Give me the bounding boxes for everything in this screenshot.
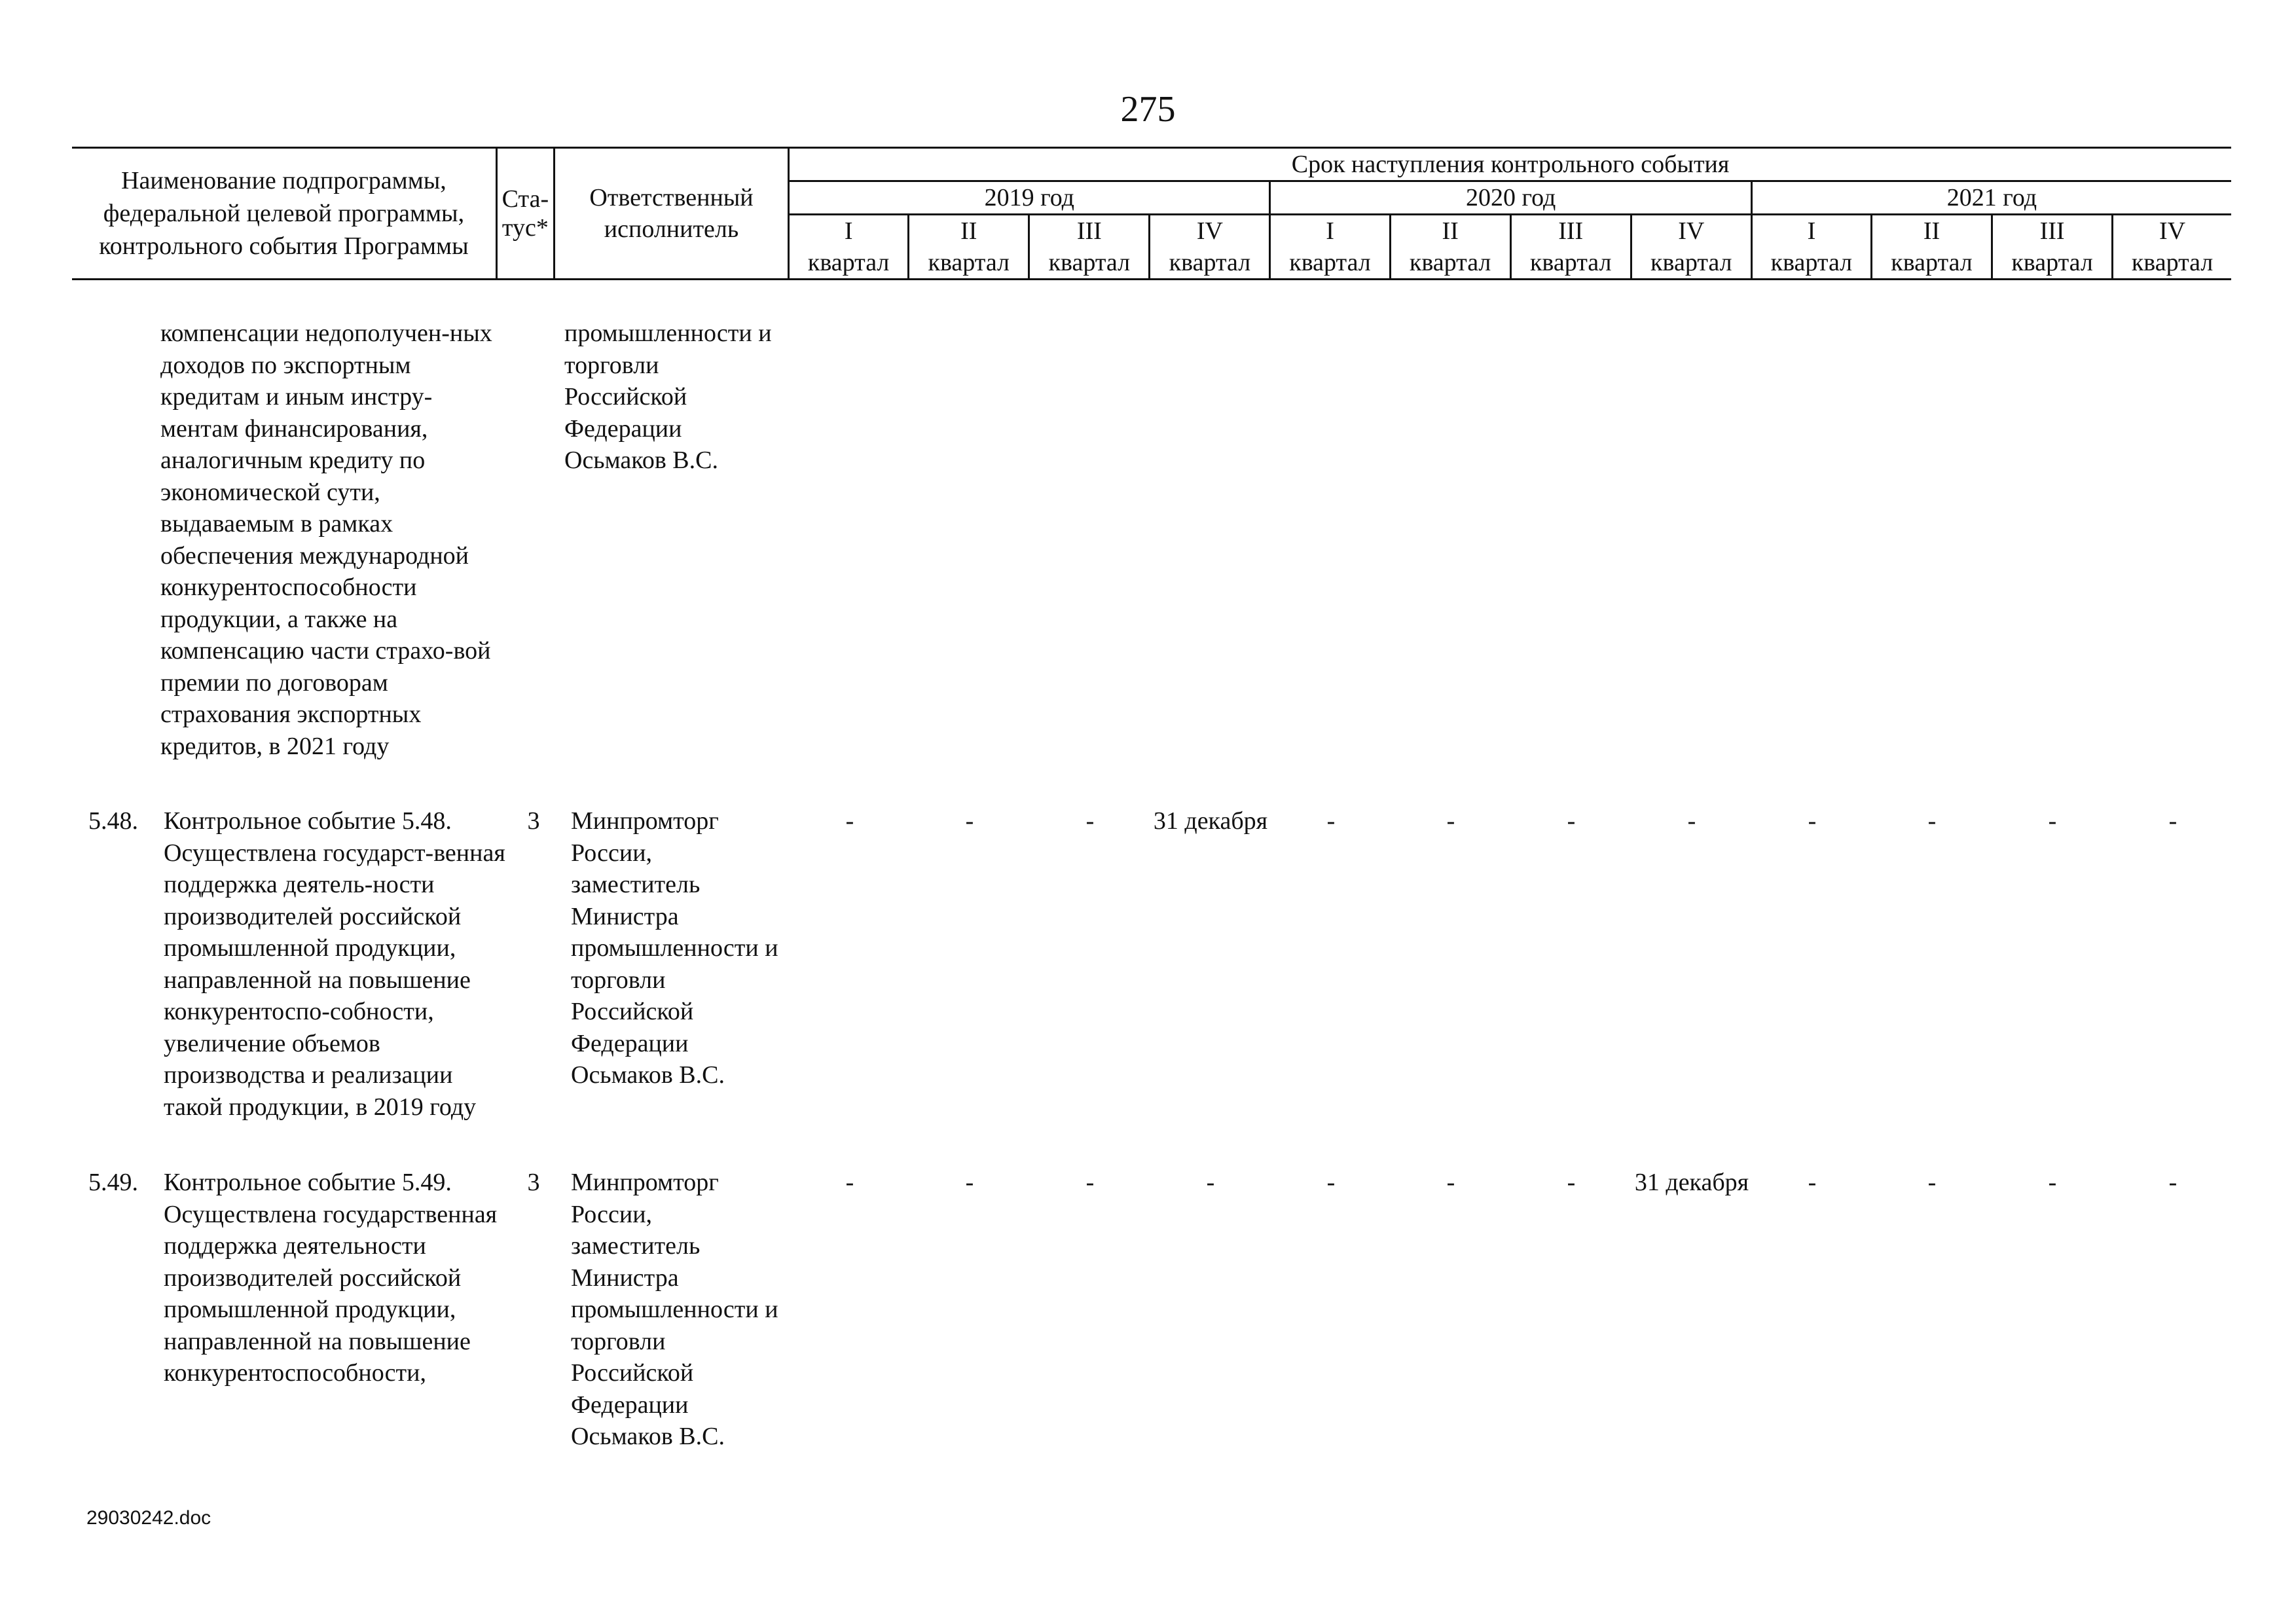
header-quarter-numeral: III <box>1510 215 1631 247</box>
header-quarter-numeral: I <box>1270 215 1390 247</box>
quarter-cell: - <box>845 807 854 835</box>
header-quarter-numeral: III <box>1029 215 1150 247</box>
quarter-cell: - <box>2048 1169 2057 1196</box>
header-quarter-word: квартал <box>1751 247 1871 280</box>
row-number: 5.48. <box>88 807 138 835</box>
header-quarter-word: квартал <box>1150 247 1270 280</box>
quarter-cell: - <box>1326 807 1336 835</box>
header-quarter-word: квартал <box>1871 247 1992 280</box>
quarter-cell: - <box>1446 807 1455 835</box>
page-number: 275 <box>1120 89 1176 130</box>
header-quarter-word: квартал <box>1029 247 1150 280</box>
header-quarter-word: квартал <box>1992 247 2113 280</box>
quarter-cell: 31 декабря <box>1634 1169 1749 1196</box>
header-year: 2021 год <box>1751 181 2231 215</box>
header-quarter-word: квартал <box>1510 247 1631 280</box>
quarter-cell: - <box>1446 1169 1455 1196</box>
quarter-cell: 31 декабря <box>1153 807 1268 835</box>
document-code: 29030242.doc <box>86 1507 211 1529</box>
event-name: Контрольное событие 5.48. Осуществлена государст-венная поддержка деятель-ности производителей российской промышленной продукции, направленной на повышение конкурентоспо-собности, увеличение объемов производства и реализации такой продукции, в 2019 году <box>164 807 505 1121</box>
quarter-cell: - <box>1326 1169 1336 1196</box>
table-header <box>72 147 2231 280</box>
event-name: Контрольное событие 5.49. Осуществлена государственная поддержка деятельности производителей российской промышленной продукции, направленной на повышение конкурентоспособности, <box>164 1169 498 1387</box>
quarter-cell: - <box>1206 1169 1215 1196</box>
header-year: 2019 год <box>789 181 1270 215</box>
header-name: Наименование подпрограммы, федеральной целевой программы, контрольного события Программы <box>72 148 496 280</box>
quarter-cell: - <box>1567 807 1576 835</box>
quarter-cell: - <box>1687 807 1696 835</box>
quarter-cell: - <box>2048 807 2057 835</box>
quarter-cell: - <box>1085 1169 1095 1196</box>
quarter-cell: - <box>2168 807 2178 835</box>
header-executor: Ответственный исполнитель <box>554 148 788 280</box>
header-quarter-numeral: I <box>789 215 909 247</box>
quarter-cell: - <box>965 1169 974 1196</box>
quarter-cell: - <box>1927 1169 1937 1196</box>
header-quarter-word: квартал <box>2113 247 2231 280</box>
event-status: 3 <box>527 807 540 835</box>
quarter-cell: - <box>965 807 974 835</box>
header-quarter-word: квартал <box>789 247 909 280</box>
row-number: 5.49. <box>88 1169 138 1196</box>
header-quarter-numeral: IV <box>2113 215 2231 247</box>
header-quarter-numeral: IV <box>1150 215 1270 247</box>
continued-executor: промышленности и торговли Российской Федерации Осьмаков В.С. <box>564 319 772 474</box>
header-status: Ста-тус* <box>496 148 554 280</box>
header-quarter-numeral: III <box>1992 215 2113 247</box>
quarter-cell: - <box>845 1169 854 1196</box>
header-quarter-numeral: II <box>909 215 1029 247</box>
header-quarter-word: квартал <box>1270 247 1390 280</box>
event-status: 3 <box>527 1169 540 1196</box>
header-year: 2020 год <box>1270 181 1751 215</box>
header-quarter-numeral: II <box>1390 215 1510 247</box>
event-executor: Минпромторг России, заместитель Министра промышленности и торговли Российской Федерации Осьмаков В.С. <box>571 1169 778 1450</box>
quarter-cell: - <box>1808 1169 1817 1196</box>
header-quarter-numeral: II <box>1871 215 1992 247</box>
quarter-cell: - <box>1808 807 1817 835</box>
quarter-cell: - <box>1085 807 1095 835</box>
header-quarter-numeral: IV <box>1631 215 1751 247</box>
header-quarter-word: квартал <box>909 247 1029 280</box>
quarter-cell: - <box>2168 1169 2178 1196</box>
header-quarter-numeral: I <box>1751 215 1871 247</box>
header-quarter-word: квартал <box>1631 247 1751 280</box>
header-quarter-word: квартал <box>1390 247 1510 280</box>
quarter-cell: - <box>1567 1169 1576 1196</box>
continued-event-name: компенсации недополучен-ных доходов по экспортным кредитам и иным инстру-ментам финансирования, аналогичным кредиту по экономической сути, выдаваемым в рамках обеспечения международной конкурентоспособности продукции, а также на компенсацию части страхо-вой премии по договорам страхования экспортных кредитов, в 2021 году <box>160 319 492 760</box>
header-period: Срок наступления контрольного события <box>789 148 2231 181</box>
event-executor: Минпромторг России, заместитель Министра промышленности и торговли Российской Федерации Осьмаков В.С. <box>571 807 778 1089</box>
quarter-cell: - <box>1927 807 1937 835</box>
